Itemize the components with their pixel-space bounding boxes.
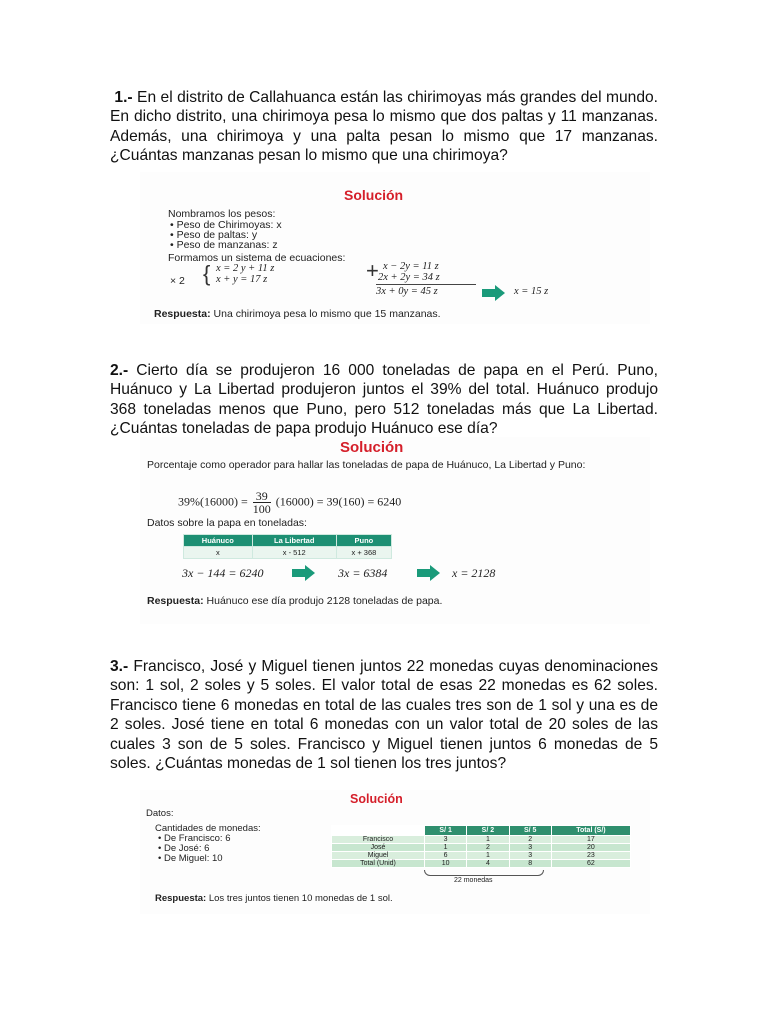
table-cell: 1: [467, 836, 509, 844]
table-cell: Total (Unid): [332, 860, 425, 868]
solution-2-intro: Porcentaje como operador para hallar las toneladas de papa de Huánuco, La Libertad y Puno:: [147, 459, 586, 471]
table-header: S/ 1: [425, 826, 467, 836]
solution-2-formula: 39%(16000) = $\frac{39}{100}$ (16000) = 39(160) = 6240: [178, 489, 402, 516]
solution-1-intro: Nombramos los pesos:: [168, 208, 276, 220]
table-cell: 10: [425, 860, 467, 868]
equation: x = 2 y + 11 z: [216, 263, 275, 274]
table-header: Huánuco: [184, 535, 253, 547]
table-cell: x - 512: [252, 547, 336, 559]
solution-3-bullet: • De Miguel: 10: [158, 853, 223, 864]
table-header: S/ 2: [467, 826, 509, 836]
table-cell: 62: [551, 860, 630, 868]
table-header: S/ 5: [509, 826, 551, 836]
table-cell: 17: [551, 836, 630, 844]
solution-3-bullet: • De Francisco: 6: [158, 833, 231, 844]
table-cell: 3: [509, 852, 551, 860]
brace-label: 22 monedas: [454, 877, 493, 884]
problem-1-text: 1.- En el distrito de Callahuanca están las chirimoyas más grandes del mundo. En dicho distrito, una chirimoya pesa lo mismo que dos paltas y 11 manzanas. Además, una chirimoya y una palta pesan lo mismo que 17 manzanas. ¿Cuántas manzanas pesan lo mismo que una chirimoya?: [110, 89, 658, 165]
table-cell: 1: [425, 844, 467, 852]
solution-2-data-label: Datos sobre la papa en toneladas:: [147, 517, 307, 529]
table-cell: Miguel: [332, 852, 425, 860]
solution-3-counts-label: Cantidades de monedas:: [155, 823, 261, 834]
equation: x − 2y = 11 z: [383, 261, 439, 272]
solution-1-card: [140, 172, 650, 324]
solution-1-system-label: Formamos un sistema de ecuaciones:: [168, 252, 346, 264]
brace-icon: {: [203, 261, 211, 286]
table-row: [332, 852, 631, 860]
solution-1-multiplier: × 2: [170, 275, 185, 287]
solution-1-result: x = 15 z: [514, 286, 549, 297]
table-cell: x: [184, 547, 253, 559]
solution-3-bullet: • De José: 6: [158, 843, 210, 854]
brace-icon: [424, 870, 544, 876]
table-cell: José: [332, 844, 425, 852]
table-cell: 1: [467, 852, 509, 860]
solution-2-answer: Respuesta: Huánuco ese día produjo 2128 toneladas de papa.: [147, 595, 443, 607]
table-row: [332, 860, 631, 868]
table-cell: 2: [467, 844, 509, 852]
problem-3-number: 3.-: [110, 658, 129, 675]
equation: x + y = 17 z: [216, 274, 268, 285]
table-cell: 3: [425, 836, 467, 844]
solution-2-step: 3x = 6384: [338, 566, 388, 580]
table-header: Puno: [336, 535, 391, 547]
table-row: [184, 547, 392, 559]
table-cell: 6: [425, 852, 467, 860]
solution-2-step: 3x − 144 = 6240: [182, 566, 264, 580]
solution-1-answer: Respuesta: Una chirimoya pesa lo mismo que 15 manzanas.: [154, 308, 441, 320]
solution-2-title: Solución: [340, 439, 404, 456]
table-cell: 20: [551, 844, 630, 852]
monedas-table: [331, 825, 631, 868]
papa-table: [183, 534, 392, 559]
solution-1-bullet: • Peso de paltas: y: [170, 229, 258, 241]
solution-2-result: x = 2128: [452, 566, 496, 580]
problem-2-number: 2.-: [110, 362, 129, 379]
solution-1-bullet: • Peso de Chirimoyas: x: [170, 219, 282, 231]
table-row: [332, 836, 631, 844]
table-cell: 8: [509, 860, 551, 868]
solution-1-title: Solución: [344, 187, 404, 203]
solution-3-title: Solución: [350, 792, 403, 806]
brace-icon: +: [366, 258, 379, 283]
equation: 3x + 0y = 45 z: [376, 286, 438, 297]
table-cell: 2: [509, 836, 551, 844]
sum-line: [376, 284, 476, 285]
table-cell: 23: [551, 852, 630, 860]
problem-2-text: 2.- Cierto día se produjeron 16 000 toneladas de papa en el Perú. Puno, Huánuco y La Libertad produjeron juntos el 39% del total. Huánuco produjo 368 toneladas menos que Puno, pero 512 toneladas más que La Libertad. ¿Cuántas toneladas de papa produjo Huánuco ese día?: [110, 362, 658, 438]
solution-3-data-title: Datos:: [146, 808, 174, 819]
table-header: Total (S/): [551, 826, 630, 836]
solution-3-answer: Respuesta: Los tres juntos tienen 10 monedas de 1 sol.: [155, 893, 393, 904]
solution-3-card: [140, 790, 650, 914]
table-cell: 4: [467, 860, 509, 868]
table-cell: Francisco: [332, 836, 425, 844]
problem-1-number: 1.-: [114, 89, 133, 106]
table-cell: 3: [509, 844, 551, 852]
problem-3-text: 3.- Francisco, José y Miguel tienen juntos 22 monedas cuyas denominaciones son: 1 sol, 2 soles y 5 soles. El valor total de esas 22 monedas es 62 soles. Francisco tiene 6 monedas en total de las cuales tres son de 1 sol y una es de 2 soles. José tiene en total 6 monedas con un valor total de 20 soles de las cuales 3 son de 5 soles. Francisco y Miguel tienen juntos 6 monedas de 5 soles. ¿Cuántas monedas de 1 sol tienen los tres juntos?: [110, 658, 658, 773]
table-row: [332, 844, 631, 852]
table-header: [332, 826, 425, 836]
table-cell: x + 368: [336, 547, 391, 559]
solution-2-card: [140, 437, 650, 624]
equation: 2x + 2y = 34 z: [378, 272, 440, 283]
solution-1-bullet: • Peso de manzanas: z: [170, 239, 278, 251]
table-header: La Libertad: [252, 535, 336, 547]
